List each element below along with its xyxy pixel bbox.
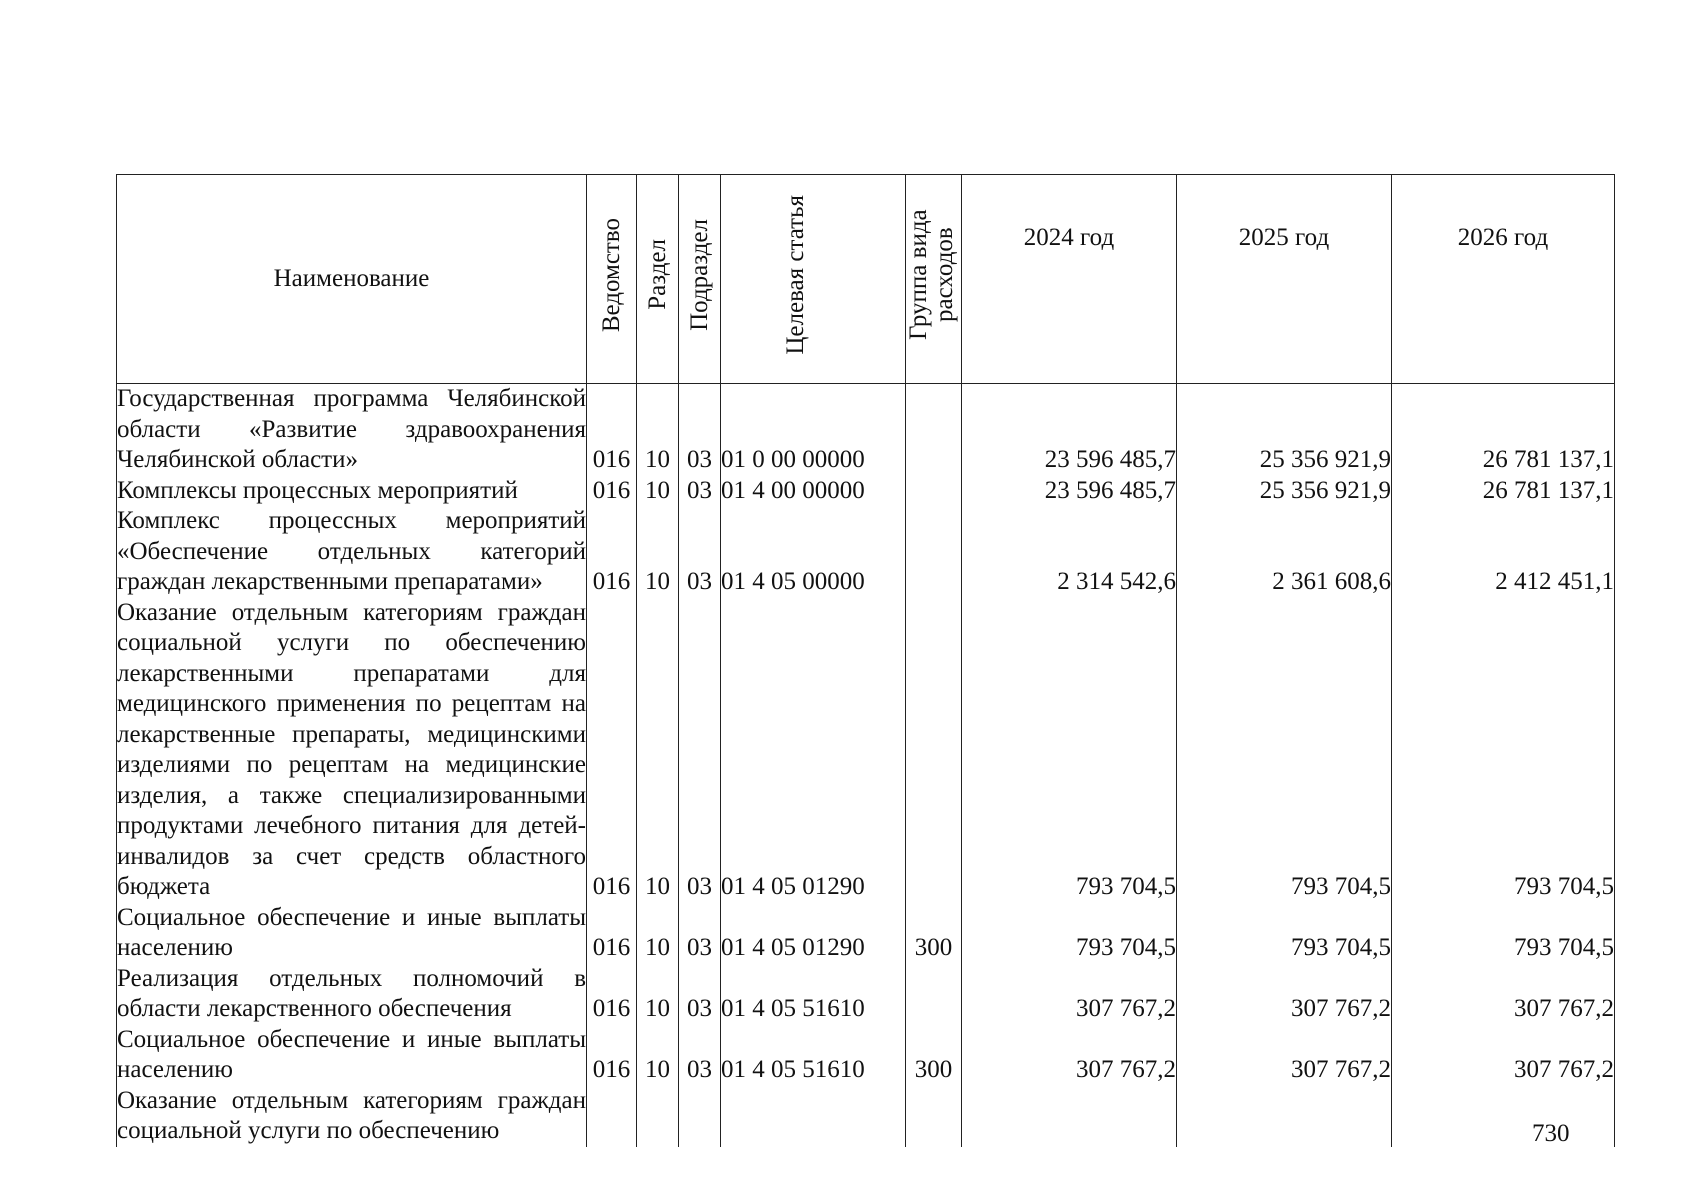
row-amount-2025: 25 356 921,9 bbox=[1177, 384, 1392, 476]
row-department bbox=[587, 1086, 637, 1147]
row-amount-2024: 793 704,5 bbox=[962, 903, 1177, 964]
row-subsection: 03 bbox=[679, 903, 721, 964]
row-section: 10 bbox=[637, 598, 679, 903]
row-subsection: 03 bbox=[679, 598, 721, 903]
budget-table bbox=[116, 174, 1615, 1147]
page-number: 730 bbox=[1532, 1120, 1570, 1147]
header-section: Раздел bbox=[637, 175, 679, 384]
header-subsection: Подраздел bbox=[679, 175, 721, 384]
row-amount-2025: 25 356 921,9 bbox=[1177, 476, 1392, 507]
table-row bbox=[117, 1086, 1615, 1147]
row-target-item: 01 4 05 00000 bbox=[721, 506, 906, 598]
row-name: Комплексы процессных мероприятий bbox=[117, 476, 587, 507]
row-expense-group bbox=[906, 476, 962, 507]
row-name: Социальное обеспечение и иные выплаты населению bbox=[117, 1025, 587, 1086]
header-year-2024: 2024 год bbox=[962, 175, 1177, 384]
row-target-item: 01 4 00 00000 bbox=[721, 476, 906, 507]
row-amount-2025: 793 704,5 bbox=[1177, 598, 1392, 903]
row-section bbox=[637, 1086, 679, 1147]
row-section: 10 bbox=[637, 384, 679, 476]
row-name: Социальное обеспечение и иные выплаты населению bbox=[117, 903, 587, 964]
row-department: 016 bbox=[587, 506, 637, 598]
header-year-2025: 2025 год bbox=[1177, 175, 1392, 384]
table-row bbox=[117, 964, 1615, 1025]
row-amount-2025: 2 361 608,6 bbox=[1177, 506, 1392, 598]
row-amount-2025: 793 704,5 bbox=[1177, 903, 1392, 964]
row-target-item: 01 4 05 01290 bbox=[721, 903, 906, 964]
row-name: Реализация отдельных полномочий в области лекарственного обеспечения bbox=[117, 964, 587, 1025]
row-name: Государственная программа Челябинской области «Развитие здравоохранения Челябинской области» bbox=[117, 384, 587, 476]
header-name: Наименование bbox=[117, 175, 587, 384]
row-section: 10 bbox=[637, 964, 679, 1025]
row-amount-2024 bbox=[962, 1086, 1177, 1147]
table-row bbox=[117, 1025, 1615, 1086]
row-name: Оказание отдельным категориям граждан социальной услуги по обеспечению bbox=[117, 1086, 587, 1147]
row-amount-2024: 307 767,2 bbox=[962, 964, 1177, 1025]
row-department: 016 bbox=[587, 1025, 637, 1086]
table-header-row bbox=[117, 175, 1615, 384]
row-subsection: 03 bbox=[679, 384, 721, 476]
row-target-item bbox=[721, 1086, 906, 1147]
row-subsection: 03 bbox=[679, 506, 721, 598]
row-amount-2025: 307 767,2 bbox=[1177, 1025, 1392, 1086]
row-name: Оказание отдельным категориям граждан социальной услуги по обеспечению лекарственными препаратами для медицинского применения по рецептам на лекарственные препараты, медицинскими изделиями по рецептам на медицинские изделия, а также специализированными продуктами лечебного питания для детей-инвалидов за счет средств областного бюджета bbox=[117, 598, 587, 903]
header-department: Ведомство bbox=[587, 175, 637, 384]
row-expense-group: 300 bbox=[906, 903, 962, 964]
row-amount-2024: 2 314 542,6 bbox=[962, 506, 1177, 598]
row-amount-2024: 307 767,2 bbox=[962, 1025, 1177, 1086]
row-section: 10 bbox=[637, 476, 679, 507]
row-amount-2026 bbox=[1392, 1086, 1615, 1147]
row-section: 10 bbox=[637, 903, 679, 964]
row-target-item: 01 4 05 51610 bbox=[721, 1025, 906, 1086]
row-amount-2024: 23 596 485,7 bbox=[962, 476, 1177, 507]
row-amount-2024: 23 596 485,7 bbox=[962, 384, 1177, 476]
table-row bbox=[117, 476, 1615, 507]
row-department: 016 bbox=[587, 964, 637, 1025]
row-target-item: 01 4 05 01290 bbox=[721, 598, 906, 903]
header-year-2026: 2026 год bbox=[1392, 175, 1615, 384]
row-expense-group: 300 bbox=[906, 1025, 962, 1086]
row-expense-group bbox=[906, 598, 962, 903]
row-name: Комплекс процессных мероприятий «Обеспечение отдельных категорий граждан лекарственными препаратами» bbox=[117, 506, 587, 598]
row-target-item: 01 4 05 51610 bbox=[721, 964, 906, 1025]
row-amount-2026: 2 412 451,1 bbox=[1392, 506, 1615, 598]
row-amount-2026: 26 781 137,1 bbox=[1392, 384, 1615, 476]
row-expense-group bbox=[906, 964, 962, 1025]
row-amount-2026: 307 767,2 bbox=[1392, 964, 1615, 1025]
row-amount-2025 bbox=[1177, 1086, 1392, 1147]
row-amount-2025: 307 767,2 bbox=[1177, 964, 1392, 1025]
row-subsection: 03 bbox=[679, 964, 721, 1025]
row-amount-2026: 793 704,5 bbox=[1392, 903, 1615, 964]
row-amount-2026: 793 704,5 bbox=[1392, 598, 1615, 903]
row-amount-2024: 793 704,5 bbox=[962, 598, 1177, 903]
row-subsection: 03 bbox=[679, 1025, 721, 1086]
row-subsection bbox=[679, 1086, 721, 1147]
row-department: 016 bbox=[587, 598, 637, 903]
row-expense-group bbox=[906, 506, 962, 598]
row-expense-group bbox=[906, 1086, 962, 1147]
row-amount-2026: 307 767,2 bbox=[1392, 1025, 1615, 1086]
header-target-item: Целевая статья bbox=[721, 175, 906, 384]
row-section: 10 bbox=[637, 1025, 679, 1086]
table-row bbox=[117, 384, 1615, 476]
table-row bbox=[117, 598, 1615, 903]
row-department: 016 bbox=[587, 903, 637, 964]
row-subsection: 03 bbox=[679, 476, 721, 507]
row-department: 016 bbox=[587, 476, 637, 507]
row-amount-2026: 26 781 137,1 bbox=[1392, 476, 1615, 507]
table-row bbox=[117, 903, 1615, 964]
row-section: 10 bbox=[637, 506, 679, 598]
row-department: 016 bbox=[587, 384, 637, 476]
table-row bbox=[117, 506, 1615, 598]
row-target-item: 01 0 00 00000 bbox=[721, 384, 906, 476]
header-expense-group: Группа вида расходов bbox=[906, 175, 962, 384]
row-expense-group bbox=[906, 384, 962, 476]
